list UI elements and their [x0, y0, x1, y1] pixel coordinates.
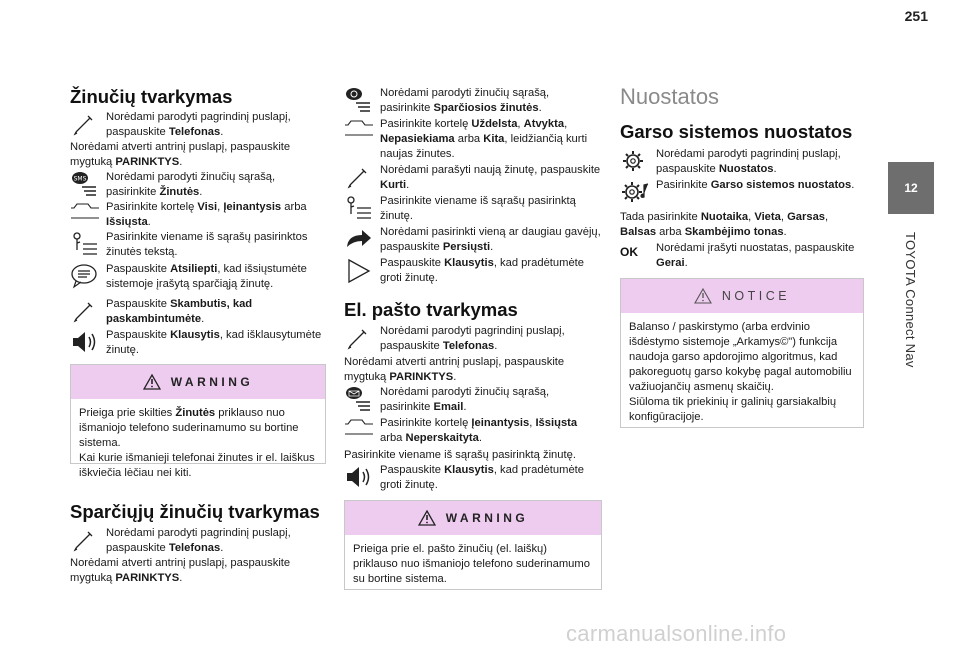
step-home-telephone [344, 324, 602, 354]
step-text: Pasirinkite kortelę Įeinantysis, Išsiųsta arba Neperskaityta. [380, 417, 578, 444]
step-reply [70, 262, 326, 292]
step-audio-settings [620, 178, 864, 193]
notice-box-audio [620, 278, 864, 428]
step-tab-select [344, 416, 602, 446]
email-list-icon [344, 385, 374, 413]
step-email-list [344, 385, 602, 415]
step-text: Norėdami atverti antrinį puslapį, paspauskite mygtuką PARINKTYS. [70, 141, 291, 168]
step-home-telephone [70, 110, 326, 140]
svg-text:SMS: SMS [73, 175, 87, 183]
step-options [344, 355, 602, 385]
step-text: Norėdami atverti antrinį puslapį, paspauskite mygtuką PARINKTYS. [344, 356, 565, 383]
pencil-icon [70, 526, 100, 554]
pencil-icon [70, 110, 100, 138]
finger-list-icon [70, 230, 100, 258]
warning-box-email [344, 500, 602, 590]
step-text: Paspauskite Skambutis, kad paskambintumėte. [106, 298, 253, 325]
step-options [70, 140, 326, 170]
gear-icon [620, 147, 650, 175]
quick-message-list-icon [344, 86, 374, 114]
step-play [344, 256, 602, 286]
step-text: Norėdami atverti antrinį puslapį, paspauskite mygtuką PARINKTYS. [70, 557, 291, 584]
section-title-audio-settings: Garso sistemos nuostatos [620, 121, 853, 142]
chapter-tab: 12 [888, 162, 934, 214]
warning-triangle-icon [418, 510, 436, 526]
step-text: Norėdami parodyti pagrindinį puslapį, paspauskite Telefonas. [380, 325, 565, 352]
notice-triangle-icon [694, 288, 712, 304]
audio-settings-icon [620, 178, 650, 206]
warning-header [345, 501, 601, 535]
warning-header [71, 365, 325, 399]
step-listen [70, 328, 326, 358]
pencil-icon [344, 163, 374, 191]
step-home-settings [620, 147, 864, 177]
warning-body [345, 535, 601, 595]
reply-bubble-icon [70, 262, 100, 290]
step-text: Norėdami įrašyti nuostatas, paspauskite Gerai. [656, 242, 855, 269]
tab-icon [70, 200, 100, 228]
step-text: Tada pasirinkite Nuotaika, Vieta, Garsas, Balsas arba Skambėjimo tonas. [620, 211, 829, 238]
step-text: Pasirinkite viename iš sąrašų pasirinktą žinutę. [380, 195, 576, 222]
sms-list-icon [70, 170, 100, 198]
step-select-message [70, 230, 326, 260]
step-text: Paspauskite Klausytis, kad pradėtumėte groti žinutę. [380, 464, 584, 491]
step-tab-select [70, 200, 326, 230]
step-text: Norėdami parašyti naują žinutę, paspauskite Kurti. [380, 164, 601, 191]
step-save-ok [620, 241, 864, 271]
pencil-icon [344, 324, 374, 352]
notice-header [621, 279, 863, 313]
warning-label: WARNING [170, 375, 254, 389]
step-tab-select [344, 117, 602, 162]
notice-label: NOTICE [721, 289, 791, 303]
step-text: Paspauskite Atsiliepti, kad išsiųstumėte sistemoje įrašytą sparčiąją žinutę. [106, 263, 307, 290]
play-icon [344, 256, 374, 284]
notice-text: Balanso / paskirstymo (arba erdvinio išdėstymo sistemoje „Arkamys©") funkcija naudoja garso apdorojimo algoritmus, kad pakoreguotų garso kokybę pagal automobiliu važiuojančių asmenų skaičių. [629, 321, 852, 393]
warning-body [71, 399, 325, 489]
step-text: Norėdami parodyti pagrindinį puslapį, paspauskite Nuostatos. [656, 148, 841, 175]
step-options [70, 556, 326, 586]
section-title-quick-messages: Sparčiųjų žinučių tvarkymas [70, 501, 320, 522]
notice-text: Siūloma tik priekinių ir galinių garsiakalbių konfigūracijoje. [629, 396, 837, 423]
section-title-email: El. pašto tvarkymas [344, 299, 518, 320]
step-text: Norėdami pasirinkti vieną ar daugiau gavėjų, paspauskite Persiųsti. [380, 226, 601, 253]
step-call [70, 297, 326, 327]
chapter-side-label-text: TOYOTA Connect Nav [903, 232, 918, 368]
step-text: Norėdami parodyti pagrindinį puslapį, paspauskite Telefonas. [106, 111, 291, 138]
section-title-messages: Žinučių tvarkymas [70, 86, 233, 107]
step-text: Paspauskite Klausytis, kad išklausytumėte žinutę. [106, 329, 322, 356]
step-messages-list [70, 170, 326, 200]
warning-text: Kai kurie išmanieji telefonai žinutes ir el. laiškus iškviečia lėčiau nei kiti. [79, 452, 315, 479]
step-select-message [344, 194, 602, 224]
step-choose-preset [620, 210, 864, 240]
step-text: Paspauskite Klausytis, kad pradėtumėte groti žinutę. [380, 257, 584, 284]
speaker-icon [70, 328, 100, 356]
warning-text: Prieiga prie el. pašto žinučių (el. laiškų) priklauso nuo išmaniojo telefono suderinamumo su bortine sistema. [353, 543, 590, 585]
notice-body [621, 313, 863, 433]
tab-icon [344, 117, 374, 145]
tab-icon [344, 416, 374, 444]
chapter-side-label [888, 232, 934, 392]
pencil-icon [70, 297, 100, 325]
finger-list-icon [344, 194, 374, 222]
step-text: Pasirinkite viename iš sąrašų pasirinktą žinutę. [344, 449, 576, 461]
ok-label: OK [620, 245, 638, 259]
warning-box-messages [70, 364, 326, 479]
warning-triangle-icon [143, 374, 161, 390]
step-text: Pasirinkite Garso sistemos nuostatos. [656, 179, 855, 191]
warning-text: Prieiga prie skilties Žinutės priklauso nuo išmaniojo telefono suderinamumo su bortine sistema. [79, 407, 299, 449]
step-text: Norėdami parodyti pagrindinį puslapį, paspauskite Telefonas. [106, 527, 291, 554]
chapter-title-settings: Nuostatos [620, 84, 720, 109]
step-text: Norėdami parodyti žinučių sąrašą, pasirinkite Email. [380, 386, 550, 413]
step-text: Norėdami parodyti žinučių sąrašą, pasirinkite Sparčiosios žinutės. [380, 87, 550, 114]
page-number: 251 [904, 8, 928, 24]
step-text: Pasirinkite kortelę Uždelsta, Atvykta, Nepasiekiama arba Kita, leidžiančią kurti naujas žinutes. [380, 118, 588, 160]
step-text: Pasirinkite kortelę Visi, Įeinantysis arba Išsiųsta. [106, 201, 307, 228]
step-text: Pasirinkite viename iš sąrašų pasirinktos žinutės tekstą. [106, 231, 308, 258]
watermark: carmanualsonline.info [566, 621, 787, 646]
step-text: Norėdami parodyti žinučių sąrašą, pasirinkite Žinutės. [106, 171, 276, 198]
step-listen [344, 463, 602, 493]
step-select-message [344, 448, 602, 463]
step-quick-list [344, 86, 602, 116]
step-forward [344, 225, 602, 255]
step-home-telephone [70, 526, 326, 556]
forward-icon [344, 225, 374, 253]
warning-label: WARNING [445, 511, 529, 525]
step-create [344, 163, 602, 193]
speaker-icon [344, 463, 374, 491]
